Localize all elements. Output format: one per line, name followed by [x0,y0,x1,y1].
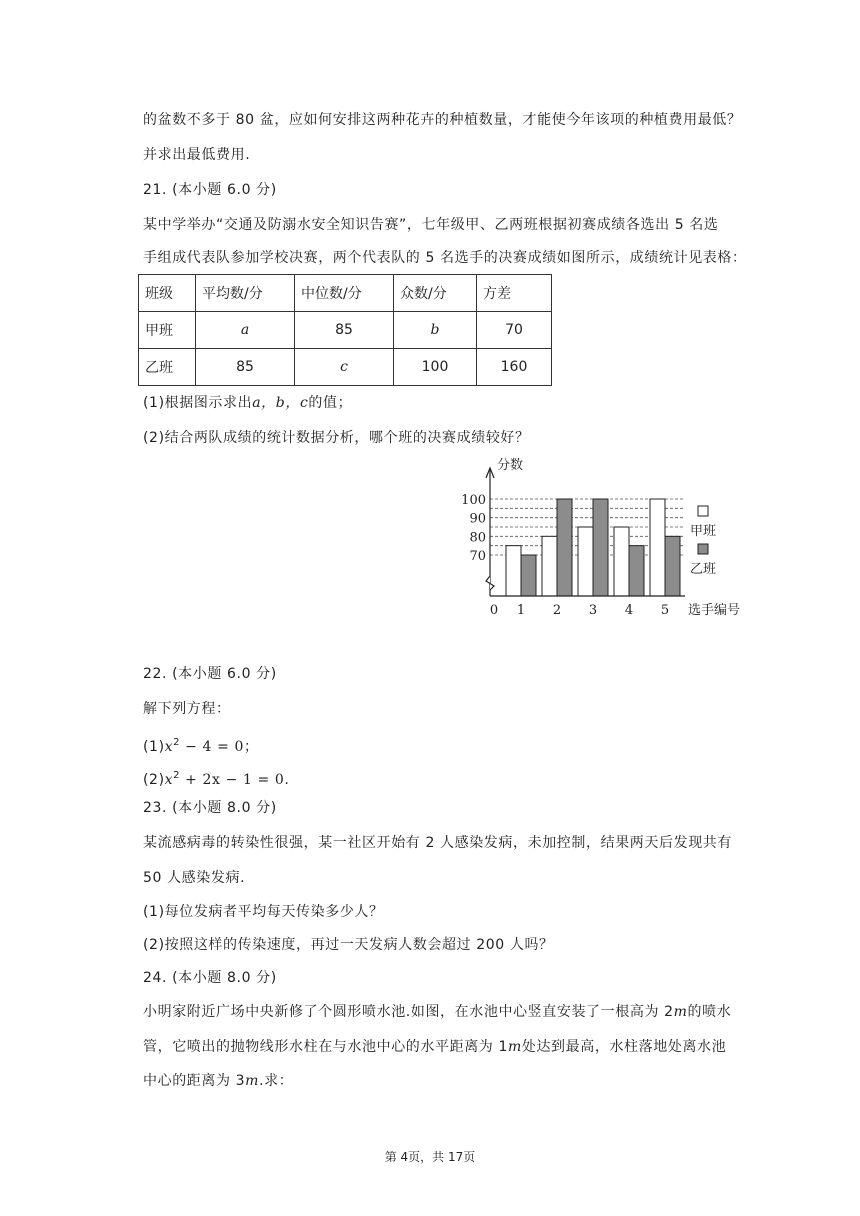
bar-yi-1 [521,555,536,596]
q22-eq1-label: (1) [143,739,165,755]
q22-eq1-end: ； [244,739,259,755]
bar-chart [455,452,755,624]
q22-eq2 [143,766,289,790]
bar-jia-4 [614,527,629,596]
legend-label-yi: 乙班 [690,562,717,577]
x-axis-label: 选手编号 [688,603,741,618]
prev-text-line2: 并求出最低费用. [143,147,251,163]
q24-line3-m: m [245,1073,260,1089]
x-tick-label: 4 [624,603,634,618]
x-tick-label: 2 [552,603,562,618]
y-tick-label: 100 [461,493,486,508]
q22-eq2-var: x [164,772,174,788]
table-cell: 100 [394,349,477,386]
table-header-cell: 班级 [139,275,196,312]
table-header-cell: 中位数/分 [295,275,394,312]
table-header-cell: 众数/分 [394,275,477,312]
table-cell: b [394,312,477,349]
y-tick-label: 70 [469,549,486,564]
legend-label-jia: 甲班 [690,524,717,539]
q22-eq2-end: . [284,772,290,788]
q22-eq1-exp: 2 [173,737,181,748]
q23-sub1: (1)每位发病者平均每天传染多少人？ [143,904,384,920]
page-footer: 第 4页，共 17页 [384,1150,476,1164]
bar-jia-5 [650,499,665,596]
table-header-row [139,275,552,312]
table-cell: 甲班 [139,312,196,349]
q24-line2-m: m [507,1039,522,1055]
q24-line1-a: 小明家附近广场中央新修了个圆形喷水池.如图，在水池中心竖直安装了一根高为 2 [143,1004,674,1020]
q21-sub1-pre: (1)根据图示求出 [143,395,253,411]
table-row [139,349,552,386]
stats-table [138,274,552,386]
prev-text-line1: 的盆数不多于 80 盆，应如何安排这两种花卉的种植数量，才能使今年该项的种植费用最低？ [143,112,742,128]
q24-line3-b: .求： [259,1073,294,1089]
y-tick-label: 80 [469,530,486,546]
y-axis-label: 分数 [497,458,524,473]
bar-yi-2 [557,499,572,596]
x-tick-label: 3 [588,603,598,618]
bar-yi-4 [629,546,644,596]
q21-sub1-post: 的值； [308,395,353,411]
q21-header: 21. (本小题 6.0 分) [143,182,277,198]
table-cell: 乙班 [139,349,196,386]
q24-text-line3 [143,1071,293,1091]
q23-text-line2: 50 人感染发病. [143,870,246,886]
bar-jia-1 [506,546,521,596]
table-header-cell: 平均数/分 [196,275,295,312]
legend-swatch-yi [698,544,708,554]
q22-eq2-exp: 2 [173,770,181,781]
table-cell: 70 [477,312,552,349]
q24-text-line2 [143,1037,726,1057]
q21-sub1-vars: a，b，c [252,395,309,411]
legend-swatch-jia [698,506,708,516]
q21-text-line1: 某中学举办“交通及防溺水安全知识告赛”，七年级甲、乙两班根据初赛成绩各选出 5 名选 [143,217,719,233]
q24-line2-a: 管，它喷出的抛物线形水柱在与水池中心的水平距离为 1 [143,1039,508,1055]
x-tick-label: 5 [660,603,670,618]
q24-line3-a: 中心的距离为 3 [143,1073,246,1089]
q21-sub1 [143,393,352,413]
origin-label: 0 [489,603,499,618]
q22-eq1 [143,733,259,757]
table-cell: 85 [196,349,295,386]
q24-text-line1 [143,1002,731,1022]
bar-jia-2 [542,536,557,596]
q24-line2-b: 处达到最高，水柱落地处离水池 [521,1039,727,1055]
table-header-cell: 方差 [477,275,552,312]
q23-header: 23. (本小题 8.0 分) [143,800,277,816]
table-cell: 85 [295,312,394,349]
table-cell: a [196,312,295,349]
bar-yi-5 [665,536,680,596]
q24-header: 24. (本小题 8.0 分) [143,970,277,986]
q22-eq2-label: (2) [143,772,165,788]
table-row [139,312,552,349]
axis-break-mark [486,576,494,590]
q22-eq1-rest: − 4 = 0 [180,739,244,755]
table-cell: c [295,349,394,386]
q22-eq2-rest: + 2x − 1 = 0 [180,772,285,788]
x-tick-label: 1 [516,603,526,618]
bar-jia-3 [578,527,593,596]
q24-line1-m: m [673,1004,688,1020]
q21-sub2: (2)结合两队成绩的统计数据分析，哪个班的决赛成绩较好？ [143,430,530,446]
q23-sub2: (2)按照这样的传染速度，再过一天发病人数会超过 200 人吗？ [143,937,554,953]
q23-text-line1: 某流感病毒的转染性很强，某一社区开始有 2 人感染发病，未加控制，结果两天后发现共有 [143,835,733,851]
q24-line1-b: 的喷水 [687,1004,732,1020]
bar-yi-3 [593,499,608,596]
table-cell: 160 [477,349,552,386]
q22-eq1-var: x [164,739,174,755]
y-tick-label: 90 [469,511,486,527]
q21-text-line2: 手组成代表队参加学校决赛，两个代表队的 5 名选手的决赛成绩如图所示，成绩统计见表格： [143,250,747,266]
q22-intro: 解下列方程： [143,701,231,717]
q22-header: 22. (本小题 6.0 分) [143,666,277,682]
